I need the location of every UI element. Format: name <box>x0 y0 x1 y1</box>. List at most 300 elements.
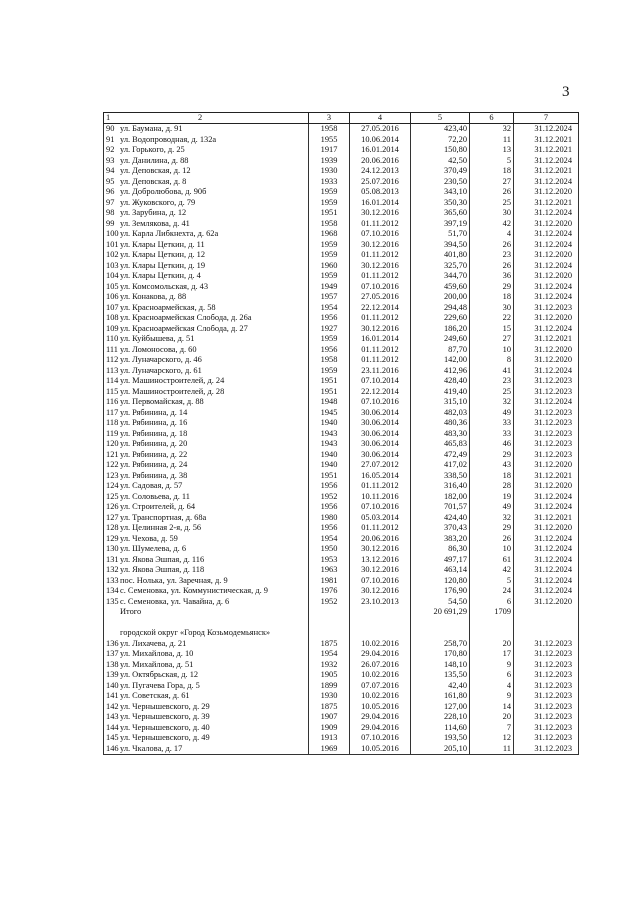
deadline-cell: 31.12.2023 <box>514 429 579 440</box>
area-cell: 72,20 <box>411 135 470 146</box>
address-cell <box>104 166 309 177</box>
date-cell: 27.05.2016 <box>350 124 411 135</box>
deadline-cell: 31.12.2023 <box>514 691 579 702</box>
date-cell: 30.12.2016 <box>350 565 411 576</box>
row-number: 145 <box>106 733 119 743</box>
deadline-cell: 31.12.2020 <box>514 597 579 608</box>
address-text: ул. Рябинина, д. 16 <box>120 418 188 428</box>
table-row <box>104 282 579 293</box>
count-cell: 10 <box>470 345 514 356</box>
year-cell: 1980 <box>309 513 350 524</box>
table-row <box>104 555 579 566</box>
count-cell: 27 <box>470 177 514 188</box>
address-text: ул. Конакова, д. 88 <box>120 292 187 302</box>
table-row <box>104 513 579 524</box>
row-number: 94 <box>106 166 115 176</box>
year-cell: 1951 <box>309 471 350 482</box>
count-cell: 43 <box>470 460 514 471</box>
date-cell: 01.11.2012 <box>350 271 411 282</box>
deadline-cell: 31.12.2021 <box>514 135 579 146</box>
address-text: ул. Водопроводная, д. 132а <box>120 134 217 144</box>
area-cell: 294,48 <box>411 303 470 314</box>
row-number: 118 <box>106 418 119 428</box>
address-cell <box>104 397 309 408</box>
address-cell <box>104 513 309 524</box>
year-cell: 1976 <box>309 586 350 597</box>
year-cell: 1943 <box>309 429 350 440</box>
year-cell: 1969 <box>309 744 350 755</box>
row-number: 100 <box>106 229 119 239</box>
table-row <box>104 607 579 618</box>
year-cell: 1943 <box>309 439 350 450</box>
address-text: ул. Добролюбова, д. 90б <box>120 187 207 197</box>
area-cell: 365,60 <box>411 208 470 219</box>
count-cell: 28 <box>470 481 514 492</box>
deadline-cell: 31.12.2023 <box>514 744 579 755</box>
year-cell: 1940 <box>309 460 350 471</box>
date-cell: 16.01.2014 <box>350 334 411 345</box>
address-text: ул. Клары Цеткин, д. 11 <box>120 239 205 249</box>
row-number: 120 <box>106 439 119 449</box>
area-cell: 423,40 <box>411 124 470 135</box>
table-body <box>104 124 579 755</box>
table-row <box>104 534 579 545</box>
date-cell: 25.07.2016 <box>350 177 411 188</box>
address-text: ул. Якова Эшпая, д. 116 <box>120 554 205 564</box>
year-cell: 1951 <box>309 387 350 398</box>
row-number: 144 <box>106 722 119 732</box>
year-cell: 1955 <box>309 135 350 146</box>
deadline-cell: 31.12.2024 <box>514 565 579 576</box>
year-cell: 1913 <box>309 733 350 744</box>
year-cell: 1958 <box>309 219 350 230</box>
address-text: ул. Чернышевского, д. 49 <box>120 733 210 743</box>
year-cell <box>309 628 350 639</box>
address-cell <box>104 576 309 587</box>
table-row <box>104 324 579 335</box>
date-cell: 07.10.2014 <box>350 376 411 387</box>
address-text: ул. Карла Либкнехта, д. 62а <box>120 229 219 239</box>
deadline-cell: 31.12.2023 <box>514 418 579 429</box>
year-cell: 1956 <box>309 313 350 324</box>
row-number: 142 <box>106 701 119 711</box>
table-row <box>104 166 579 177</box>
area-cell: 114,60 <box>411 723 470 734</box>
year-cell <box>309 618 350 629</box>
row-number: 134 <box>106 586 119 596</box>
table-row <box>104 376 579 387</box>
year-cell: 1959 <box>309 334 350 345</box>
count-cell: 29 <box>470 523 514 534</box>
year-cell: 1932 <box>309 660 350 671</box>
date-cell: 01.11.2012 <box>350 481 411 492</box>
count-cell: 32 <box>470 513 514 524</box>
address-cell <box>104 744 309 755</box>
area-cell: 87,70 <box>411 345 470 356</box>
table-row <box>104 271 579 282</box>
deadline-cell: 31.12.2020 <box>514 355 579 366</box>
table-row <box>104 597 579 608</box>
count-cell: 15 <box>470 324 514 335</box>
address-text: ул. Лихачева, д. 21 <box>120 638 187 648</box>
address-cell <box>104 355 309 366</box>
column-header: 4 <box>350 113 411 124</box>
row-number: 107 <box>106 302 119 312</box>
area-cell: 497,17 <box>411 555 470 566</box>
deadline-cell <box>514 618 579 629</box>
date-cell: 30.12.2016 <box>350 240 411 251</box>
column-header: 7 <box>514 113 579 124</box>
address-cell <box>104 712 309 723</box>
table-row <box>104 723 579 734</box>
table-row <box>104 681 579 692</box>
year-cell: 1933 <box>309 177 350 188</box>
address-cell <box>104 670 309 681</box>
year-cell: 1954 <box>309 649 350 660</box>
table-row <box>104 523 579 534</box>
year-cell: 1951 <box>309 208 350 219</box>
row-number: 132 <box>106 565 119 575</box>
area-cell: 412,96 <box>411 366 470 377</box>
row-number: 131 <box>106 554 119 564</box>
date-cell: 01.11.2012 <box>350 313 411 324</box>
year-cell: 1968 <box>309 229 350 240</box>
row-number: 109 <box>106 323 119 333</box>
address-cell <box>104 544 309 555</box>
year-cell: 1954 <box>309 534 350 545</box>
row-number: 126 <box>106 502 119 512</box>
deadline-cell: 31.12.2021 <box>514 471 579 482</box>
deadline-cell: 31.12.2023 <box>514 376 579 387</box>
year-cell: 1956 <box>309 481 350 492</box>
deadline-cell <box>514 628 579 639</box>
page-number: 3 <box>562 84 570 100</box>
area-cell: 200,00 <box>411 292 470 303</box>
address-cell <box>104 681 309 692</box>
address-text: ул. Клары Цеткин, д. 19 <box>120 260 206 270</box>
row-number: 122 <box>106 460 119 470</box>
table-row <box>104 744 579 755</box>
address-cell <box>104 628 309 639</box>
address-text: ул. Луначарского, д. 46 <box>120 355 202 365</box>
area-cell: 51,70 <box>411 229 470 240</box>
date-cell: 16.01.2014 <box>350 198 411 209</box>
table-row <box>104 229 579 240</box>
area-cell: 383,20 <box>411 534 470 545</box>
date-cell: 26.07.2016 <box>350 660 411 671</box>
year-cell: 1909 <box>309 723 350 734</box>
table-row <box>104 208 579 219</box>
address-text: ул. Ломоносова, д. 60 <box>120 344 197 354</box>
address-cell <box>104 261 309 272</box>
area-cell: 161,80 <box>411 691 470 702</box>
table-row <box>104 492 579 503</box>
deadline-cell: 31.12.2024 <box>514 397 579 408</box>
deadline-cell: 31.12.2024 <box>514 229 579 240</box>
date-cell: 16.05.2014 <box>350 471 411 482</box>
count-cell: 42 <box>470 219 514 230</box>
address-cell <box>104 660 309 671</box>
row-number: 103 <box>106 260 119 270</box>
table-row <box>104 366 579 377</box>
count-cell: 14 <box>470 702 514 713</box>
row-number: 97 <box>106 197 115 207</box>
year-cell: 1939 <box>309 156 350 167</box>
date-cell: 07.07.2016 <box>350 681 411 692</box>
address-text: ул. Зарубина, д. 12 <box>120 208 187 218</box>
deadline-cell: 31.12.2020 <box>514 219 579 230</box>
count-cell: 22 <box>470 313 514 324</box>
deadline-cell: 31.12.2021 <box>514 145 579 156</box>
address-cell <box>104 366 309 377</box>
row-number: 110 <box>106 334 119 344</box>
date-cell: 30.12.2016 <box>350 544 411 555</box>
year-cell: 1927 <box>309 324 350 335</box>
count-cell: 25 <box>470 387 514 398</box>
year-cell: 1959 <box>309 366 350 377</box>
address-text: ул. Клары Цеткин, д. 12 <box>120 250 206 260</box>
table-row <box>104 544 579 555</box>
address-cell <box>104 303 309 314</box>
area-cell: 150,80 <box>411 145 470 156</box>
deadline-cell: 31.12.2021 <box>514 513 579 524</box>
area-cell: 482,03 <box>411 408 470 419</box>
table-row <box>104 156 579 167</box>
address-text: ул. Рябинина, д. 22 <box>120 449 188 459</box>
row-number: 146 <box>106 743 119 753</box>
count-cell: 27 <box>470 334 514 345</box>
address-text: ул. Данилина, д. 88 <box>120 155 189 165</box>
address-text: ул. Землякова, д. 41 <box>120 218 190 228</box>
row-number: 104 <box>106 271 119 281</box>
date-cell: 01.11.2012 <box>350 345 411 356</box>
area-cell: 343,10 <box>411 187 470 198</box>
table-row <box>104 702 579 713</box>
count-cell: 49 <box>470 408 514 419</box>
year-cell: 1905 <box>309 670 350 681</box>
table-row <box>104 240 579 251</box>
date-cell: 10.06.2014 <box>350 135 411 146</box>
row-number: 119 <box>106 428 119 438</box>
address-text: ул. Чехова, д. 59 <box>120 533 178 543</box>
year-cell: 1981 <box>309 576 350 587</box>
area-cell: 54,50 <box>411 597 470 608</box>
address-text: ул. Шумелева, д. 6 <box>120 544 187 554</box>
deadline-cell: 31.12.2023 <box>514 723 579 734</box>
date-cell: 30.06.2014 <box>350 450 411 461</box>
area-cell: 397,19 <box>411 219 470 230</box>
column-header: 3 <box>309 113 350 124</box>
year-cell: 1953 <box>309 555 350 566</box>
date-cell <box>350 618 411 629</box>
date-cell: 27.07.2012 <box>350 460 411 471</box>
deadline-cell: 31.12.2024 <box>514 576 579 587</box>
count-cell: 26 <box>470 261 514 272</box>
count-cell: 17 <box>470 649 514 660</box>
address-text: ул. Рябинина, д. 38 <box>120 470 188 480</box>
date-cell: 16.01.2014 <box>350 145 411 156</box>
date-cell: 22.12.2014 <box>350 303 411 314</box>
address-cell <box>104 439 309 450</box>
count-cell: 46 <box>470 439 514 450</box>
area-cell: 465,83 <box>411 439 470 450</box>
address-cell <box>104 639 309 650</box>
address-cell <box>104 691 309 702</box>
deadline-cell: 31.12.2024 <box>514 208 579 219</box>
count-cell: 41 <box>470 366 514 377</box>
year-cell: 1949 <box>309 282 350 293</box>
date-cell: 10.05.2016 <box>350 702 411 713</box>
area-cell: 249,60 <box>411 334 470 345</box>
deadline-cell: 31.12.2024 <box>514 292 579 303</box>
area-cell: 176,90 <box>411 586 470 597</box>
address-text: ул. Чернышевского, д. 39 <box>120 712 210 722</box>
table-row <box>104 460 579 471</box>
date-cell: 22.12.2014 <box>350 387 411 398</box>
table-row <box>104 418 579 429</box>
row-number: 129 <box>106 533 119 543</box>
row-number: 108 <box>106 313 119 323</box>
address-text: ул. Михайлова, д. 10 <box>120 649 194 659</box>
count-cell: 32 <box>470 397 514 408</box>
deadline-cell: 31.12.2023 <box>514 712 579 723</box>
table-row <box>104 670 579 681</box>
year-cell: 1917 <box>309 145 350 156</box>
deadline-cell: 31.12.2020 <box>514 523 579 534</box>
area-cell: 228,10 <box>411 712 470 723</box>
year-cell: 1959 <box>309 240 350 251</box>
count-cell <box>470 618 514 629</box>
table-row <box>104 387 579 398</box>
address-cell <box>104 618 309 629</box>
table-row <box>104 628 579 639</box>
area-cell: 258,70 <box>411 639 470 650</box>
row-number: 105 <box>106 281 119 291</box>
date-cell: 07.10.2016 <box>350 282 411 293</box>
year-cell: 1950 <box>309 544 350 555</box>
row-number: 96 <box>106 187 115 197</box>
row-number: 127 <box>106 512 119 522</box>
table-row <box>104 135 579 146</box>
date-cell: 30.12.2016 <box>350 324 411 335</box>
address-text: ул. Чернышевского, д. 40 <box>120 722 210 732</box>
year-cell: 1963 <box>309 565 350 576</box>
address-text: ул. Красноармейская Слобода, д. 26а <box>120 313 252 323</box>
count-cell: 33 <box>470 418 514 429</box>
address-text: ул. Красноармейская Слобода, д. 27 <box>120 323 248 333</box>
table-row <box>104 586 579 597</box>
address-cell <box>104 145 309 156</box>
row-number: 117 <box>106 407 119 417</box>
address-cell <box>104 586 309 597</box>
address-cell <box>104 597 309 608</box>
row-number: 95 <box>106 176 115 186</box>
count-cell <box>470 628 514 639</box>
deadline-cell: 31.12.2020 <box>514 481 579 492</box>
address-cell <box>104 334 309 345</box>
address-text: ул. Куйбышева, д. 51 <box>120 334 195 344</box>
deadline-cell: 31.12.2024 <box>514 534 579 545</box>
year-cell: 1958 <box>309 355 350 366</box>
date-cell: 10.02.2016 <box>350 691 411 702</box>
deadline-cell: 31.12.2024 <box>514 177 579 188</box>
row-number: 92 <box>106 145 115 155</box>
address-cell <box>104 607 309 618</box>
area-cell: 424,40 <box>411 513 470 524</box>
deadline-cell: 31.12.2021 <box>514 166 579 177</box>
address-text: ул. Рябинина, д. 18 <box>120 428 188 438</box>
year-cell: 1956 <box>309 502 350 513</box>
year-cell: 1954 <box>309 303 350 314</box>
date-cell: 05.03.2014 <box>350 513 411 524</box>
area-cell: 20 691,29 <box>411 607 470 618</box>
area-cell: 182,00 <box>411 492 470 503</box>
address-cell <box>104 565 309 576</box>
year-cell: 1956 <box>309 523 350 534</box>
date-cell: 29.04.2016 <box>350 712 411 723</box>
address-text: городской округ «Город Козьмодемьянск» <box>120 628 271 638</box>
date-cell: 07.10.2016 <box>350 229 411 240</box>
address-text: ул. Октябрьская, д. 12 <box>120 670 199 680</box>
address-text: ул. Машиностроителей, д. 28 <box>120 386 225 396</box>
count-cell: 5 <box>470 576 514 587</box>
row-number: 99 <box>106 218 115 228</box>
table-row <box>104 471 579 482</box>
deadline-cell: 31.12.2024 <box>514 124 579 135</box>
date-cell: 30.12.2016 <box>350 261 411 272</box>
area-cell: 428,40 <box>411 376 470 387</box>
date-cell: 20.06.2016 <box>350 156 411 167</box>
row-number: 113 <box>106 365 119 375</box>
count-cell: 8 <box>470 355 514 366</box>
year-cell <box>309 607 350 618</box>
count-cell: 25 <box>470 198 514 209</box>
date-cell <box>350 607 411 618</box>
deadline-cell: 31.12.2020 <box>514 460 579 471</box>
table-row <box>104 177 579 188</box>
year-cell: 1907 <box>309 712 350 723</box>
table-row <box>104 429 579 440</box>
count-cell: 13 <box>470 145 514 156</box>
date-cell: 07.10.2016 <box>350 397 411 408</box>
year-cell: 1940 <box>309 418 350 429</box>
deadline-cell: 31.12.2023 <box>514 439 579 450</box>
address-cell <box>104 555 309 566</box>
address-text: ул. Рябинина, д. 20 <box>120 439 188 449</box>
area-cell: 701,57 <box>411 502 470 513</box>
row-number: 93 <box>106 155 115 165</box>
row-number: 101 <box>106 239 119 249</box>
address-cell <box>104 250 309 261</box>
address-cell <box>104 429 309 440</box>
row-number: 125 <box>106 491 119 501</box>
column-header: 1 2 <box>104 113 309 124</box>
address-cell <box>104 219 309 230</box>
count-cell: 18 <box>470 471 514 482</box>
deadline-cell: 31.12.2024 <box>514 492 579 503</box>
table-row <box>104 660 579 671</box>
deadline-cell: 31.12.2024 <box>514 502 579 513</box>
address-text: ул. Соловьева, д. 11 <box>120 491 190 501</box>
year-cell: 1948 <box>309 397 350 408</box>
count-cell: 9 <box>470 691 514 702</box>
count-cell: 32 <box>470 124 514 135</box>
deadline-cell: 31.12.2023 <box>514 660 579 671</box>
count-cell: 23 <box>470 376 514 387</box>
deadline-cell <box>514 607 579 618</box>
row-number: 133 <box>106 575 119 585</box>
count-cell: 9 <box>470 660 514 671</box>
